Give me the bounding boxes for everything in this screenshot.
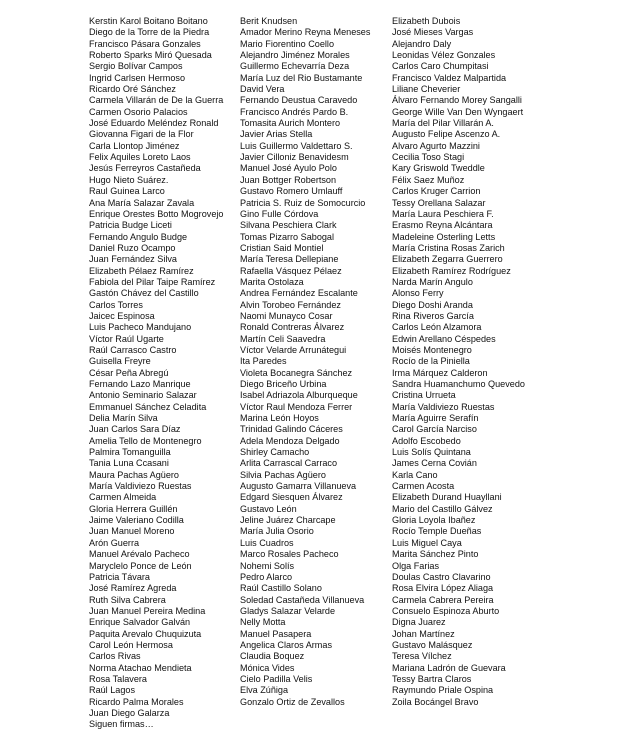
signatory-name: Daniel Ruzo Ocampo [89, 242, 176, 253]
signatory-name: Augusto Gamarra Villanueva [240, 481, 357, 492]
signatory-name: Marina León Hoyos [240, 413, 319, 424]
signatory-name: Luis Miguel Caya [392, 537, 462, 548]
signatory-name: Jaicec Espinosa [89, 310, 155, 321]
signatory-name: Amelia Tello de Montenegro [89, 435, 202, 446]
signatory-name: Javier Arias Stella [240, 129, 313, 140]
signatory-name: María Luz del Rio Bustamante [240, 72, 363, 83]
signatory-name: Silvana Peschiera Clark [240, 220, 337, 231]
signatory-name: María Cristina Rosas Zarich [392, 242, 505, 253]
signatory-name: María Valdiviezo Ruestas [392, 401, 495, 412]
signatory-name: Raúl Lagos [89, 685, 136, 696]
signatory-name: Diego Doshi Aranda [392, 299, 473, 310]
signature-column-1 [89, 16, 223, 731]
signatory-name: Elizabeth Ramírez Rodríguez [392, 265, 511, 276]
signatory-name: Gustavo Romero Umlauff [240, 186, 343, 197]
signatory-name: María Julia Osorio [240, 526, 314, 537]
signatory-name: Narda Marín Angulo [392, 276, 473, 287]
signatory-name: Carmen Almeida [89, 492, 157, 503]
signatory-name: Hugo Nieto Suárez. [89, 174, 169, 185]
signatory-name: Ricardo Palma Morales [89, 696, 184, 707]
signatory-name: Antonio Seminario Salazar [89, 390, 197, 401]
signatory-name: Maryclelo Ponce de León [89, 560, 192, 571]
signatory-name: Karla Cano [392, 469, 438, 480]
signature-column-3 [392, 16, 525, 708]
signatory-name: Luis Solís Quintana [392, 447, 471, 458]
signatory-name: Sergio Bolívar Campos [89, 61, 183, 72]
signatory-name: Marita Ostolaza [240, 276, 304, 287]
signatory-name: Alejandro Jiménez Morales [240, 50, 350, 61]
signatory-name: Arón Guerra [89, 537, 140, 548]
signatory-name: Giovanna Figari de la Flor [89, 129, 194, 140]
signatory-name: Siguen firmas… [89, 719, 154, 730]
signatory-name: Carmen Acosta [392, 481, 455, 492]
signatory-name: Zoila Bocángel Bravo [392, 696, 479, 707]
signatory-name: Enrique Salvador Galván [89, 617, 191, 628]
signatory-name: Manuel José Ayulo Polo [240, 163, 337, 174]
signatory-name: Alvaro Agurto Mazzini [392, 140, 480, 151]
signatory-name: Mónica Vides [240, 662, 295, 673]
signatory-name: Gloria Loyola Ibañez [392, 515, 476, 526]
signatory-name: Angelica Claros Armas [240, 639, 332, 650]
signatory-name: Liliane Cheverier [392, 84, 461, 95]
signatory-name: Víctor Raul Mendoza Ferrer [240, 401, 353, 412]
signatory-name: Félix Saez Muñoz [392, 174, 465, 185]
signatory-name: Cristian Said Montiel [240, 242, 324, 253]
signatory-name: Emmanuel Sánchez Celadita [89, 401, 207, 412]
signatory-name: Ricardo Oré Sánchez [89, 84, 176, 95]
signatory-name: Fernando Angulo Budge [89, 231, 188, 242]
signatory-name: Irma Márquez Calderon [392, 367, 488, 378]
signatory-name: Rafaella Vásquez Pélaez [240, 265, 342, 276]
signatory-name: Víctor Raúl Ugarte [89, 333, 164, 344]
signatory-name: Luis Pacheco Mandujano [89, 322, 192, 333]
signatory-name: Edgard Siesquen Álvarez [240, 492, 343, 503]
signatory-name: María Teresa Dellepiane [240, 254, 339, 265]
signatory-name: Consuelo Espinoza Aburto [392, 605, 500, 616]
signatory-name: Palmira Tomanguilla [89, 447, 171, 458]
signatory-name: Johan Martínez [392, 628, 455, 639]
signatory-name: Delia Marín Silva [89, 413, 158, 424]
signatory-name: Tessy Orellana Salazar [392, 197, 486, 208]
signatory-name: Martín Celi Saavedra [240, 333, 326, 344]
signatory-name: Tessy Bartra Claros [392, 673, 472, 684]
signatory-name: Teresa Vílchez [392, 651, 452, 662]
signatory-name: Mario Fiorentino Coello [240, 38, 335, 49]
signatory-name: Naomi Munayco Cosar [240, 310, 333, 321]
signatory-name: Rosa Elvira López Aliaga [392, 583, 494, 594]
signatory-name: Raul Guinea Larco [89, 186, 165, 197]
signatory-name: Ruth Silva Cabrera [89, 594, 166, 605]
signatory-name: George Wille Van Den Wyngaert [392, 106, 524, 117]
signatory-name: Madeleine Osterling Letts [392, 231, 496, 242]
signatory-name: Juan Carlos Sara Díaz [89, 424, 181, 435]
signatory-name: Álvaro Fernando Morey Sangalli [392, 95, 522, 106]
signatory-name: José Eduardo Meléndez Ronald [89, 118, 219, 129]
signatory-name: Juan Manuel Pereira Medina [89, 605, 206, 616]
signatory-name: Alvin Torobeo Fernández [240, 299, 341, 310]
signatory-name: María Valdiviezo Ruestas [89, 481, 192, 492]
signatory-name: Augusto Felipe Ascenzo A. [392, 129, 501, 140]
signatory-name: Nelly Motta [240, 617, 286, 628]
signatory-name: Manuel Arévalo Pacheco [89, 549, 190, 560]
signatory-name: Marco Rosales Pacheco [240, 549, 339, 560]
signatory-name: Mariana Ladrón de Guevara [392, 662, 506, 673]
signatory-name: Diego Briceño Urbina [240, 379, 327, 389]
signatory-name: Ita Paredes [240, 356, 287, 367]
signatory-name: Shirley Camacho [240, 447, 310, 458]
signatory-name: Paquita Arevalo Chuquizuta [89, 628, 202, 639]
signatory-name: Adolfo Escobedo [392, 435, 461, 446]
signatory-name: Gonzalo Ortiz de Zevallos [240, 696, 345, 707]
signatory-name: Gino Fulle Córdova [240, 208, 319, 219]
signatory-name: Francisco Andrés Pardo B. [240, 106, 349, 117]
signatory-name: Luis Cuadros [240, 537, 294, 548]
signatory-name: César Peña Abregú [89, 367, 169, 378]
signatory-name: David Vera [240, 84, 285, 95]
signatory-name: Juan Diego Galarza [89, 707, 170, 718]
signatory-name: Trinidad Galindo Cáceres [240, 424, 343, 435]
signatory-name: Manuel Pasapera [240, 628, 312, 639]
signatory-name: Mario del Castillo Gálvez [392, 503, 493, 514]
signatory-name: Juan Manuel Moreno [89, 526, 175, 537]
signatory-name: Elizabeth Zegarra Guerrero [392, 254, 503, 265]
signatory-name: Diego de la Torre de la Piedra [89, 27, 210, 38]
signatory-name: Gloria Herrera Guillén [89, 503, 178, 514]
signatory-name: Carmela Cabrera Pereira [392, 594, 494, 605]
signatory-name: María del Pilar Villarán A. [392, 118, 494, 129]
signatory-name: Norma Atachao Mendieta [89, 662, 192, 673]
signatory-name: Edwin Arellano Céspedes [392, 333, 496, 344]
signatory-name: Javier Cilloniz Benavidesm [240, 152, 349, 163]
signatory-name: Fabiola del Pilar Taipe Ramírez [89, 276, 216, 287]
signatory-name: Nohemi Solís [240, 560, 295, 571]
signatory-name: Cristina Urrueta [392, 390, 456, 401]
signatory-name: James Cerna Covián [392, 458, 477, 469]
signatory-name: Gladys Salazar Velarde [240, 605, 336, 616]
signatory-name: Jesús Ferreyros Castañeda [89, 163, 201, 174]
signatory-name: Pedro Alarco [240, 571, 293, 582]
signatory-name: Elizabeth Dubois [392, 16, 461, 26]
signatory-name: Felix Aquiles Loreto Laos [89, 152, 191, 163]
signatory-name: Rina Riveros García [392, 310, 474, 321]
signatory-name: Francisco Valdez Malpartida [392, 72, 507, 83]
signatory-name: Juan Fernández Silva [89, 254, 177, 265]
signatory-name: Silvia Pachas Agüero [240, 469, 326, 480]
signatory-name: Carmen Osorio Palacios [89, 106, 188, 117]
signatory-name: Alejandro Daly [392, 38, 452, 49]
signatory-name: Carla Llontop Jiménez [89, 140, 180, 151]
signatory-name: Carlos Caro Chumpitasi [392, 61, 489, 72]
signatory-name: Ingrid Carlsen Hermoso [89, 72, 186, 83]
signatory-name: María Laura Peschiera F. [392, 208, 494, 219]
signatory-name: Kerstin Karol Boitano Boitano [89, 16, 208, 26]
signatory-name: Roberto Sparks Miró Quesada [89, 50, 212, 61]
signatory-name: Raymundo Priale Ospina [392, 685, 494, 696]
signatory-name: Berit Knudsen [240, 16, 298, 26]
signatory-name: Raúl Carrasco Castro [89, 344, 177, 355]
signatory-name: Carmela Villarán de De la Guerra [89, 95, 224, 106]
signatory-name: Tania Luna Ccasani [89, 458, 169, 469]
signatory-name: Ana María Salazar Zavala [89, 197, 195, 208]
signatory-name: Alonso Ferry [392, 288, 444, 299]
signatory-name: Doulas Castro Clavarino [392, 571, 491, 582]
signatory-name: Guisella Freyre [89, 356, 151, 367]
signatory-name: Gustavo Malásquez [392, 639, 473, 650]
signatory-name: Francisco Pásara Gonzales [89, 38, 201, 49]
signatory-name: Adela Mendoza Delgado [240, 435, 340, 446]
signatory-name: Claudia Boquez [240, 651, 305, 662]
signatory-name: Carlos León Alzamora [392, 322, 482, 333]
signatory-name: Gastón Chávez del Castillo [89, 288, 199, 299]
signature-column-2 [240, 16, 370, 708]
signatory-name: Ronald Contreras Álvarez [240, 322, 345, 333]
signatory-name: Jaime Valeriano Codilla [89, 515, 184, 526]
signatory-name: José Mieses Vargas [392, 27, 474, 38]
signatory-name: Víctor Velarde Arrunátegui [240, 344, 347, 355]
signatory-name: Carlos Rivas [89, 651, 141, 662]
signatory-name: Amador Merino Reyna Meneses [240, 27, 371, 38]
signatory-name: Erasmo Reyna Alcántara [392, 220, 493, 231]
signatory-name: Patricia Távara [89, 571, 150, 582]
signatory-name: Guillermo Echevarría Deza [240, 61, 350, 72]
signatory-name: Tomas Pizarro Sabogal [240, 231, 335, 242]
signatory-name: Rosa Talavera [89, 673, 147, 684]
signatory-name: Soledad Castañeda Villanueva [240, 594, 365, 605]
signatory-name: María Aguirre Serafín [392, 413, 479, 424]
signatory-name: Leonidas Vélez Gonzales [392, 50, 496, 61]
signatory-name: Carlos Torres [89, 299, 143, 310]
signatory-name: Jeline Juárez Charcape [240, 515, 336, 526]
signatory-name: Marita Sánchez Pinto [392, 549, 479, 560]
signatory-name: Andrea Fernández Escalante [240, 288, 358, 299]
signatory-name: Carol León Hermosa [89, 639, 173, 650]
signatory-name: Cecilia Toso Stagi [392, 152, 465, 163]
signatory-name: Maura Pachas Agüero [89, 469, 179, 480]
signatory-name: Kary Griswold Tweddle [392, 163, 485, 174]
signatory-name: Fernando Deustua Caravedo [240, 95, 358, 106]
signatory-name: Elizabeth Durand Huayllani [392, 492, 502, 503]
signatory-name: Gustavo León [240, 503, 297, 514]
signatory-name: Rocío de la Piniella [392, 356, 470, 367]
signatory-name: José Ramírez Agreda [89, 583, 177, 594]
signatory-name: Patricia S. Ruiz de Somocurcio [240, 197, 366, 208]
signatory-name: Fernando Lazo Manrique [89, 379, 191, 389]
signatory-name: Patricia Budge Liceti [89, 220, 172, 231]
signatory-name: Cielo Padilla Velis [240, 673, 313, 684]
signatory-name: Rocío Temple Dueñas [392, 526, 482, 537]
signatory-name: Tomasita Aurich Montero [240, 118, 341, 129]
signatory-name: Moisés Montenegro [392, 344, 472, 355]
signatory-name: Raúl Castillo Solano [240, 583, 322, 594]
signatory-name: Arlita Carrascal Carraco [240, 458, 338, 469]
signatory-name: Juan Bottger Robertson [240, 174, 337, 185]
signatory-name: Isabel Adriazola Alburqueque [240, 390, 358, 401]
signatory-name: Carlos Kruger Carrion [392, 186, 481, 197]
signatory-name: Luis Guillermo Valdettaro S. [240, 140, 353, 151]
signatory-name: Carol García Narciso [392, 424, 477, 435]
signatory-name: Enrique Orestes Botto Mogrovejo [89, 208, 224, 219]
signatory-name: Olga Farias [392, 560, 440, 571]
signatory-name: Digna Juarez [392, 617, 446, 628]
signatory-name: Elva Zúñiga [240, 685, 289, 696]
signatory-name: Violeta Bocanegra Sánchez [240, 367, 353, 378]
signatory-name: Sandra Huamanchumo Quevedo [392, 379, 525, 389]
signatory-name: Elizabeth Pélaez Ramírez [89, 265, 194, 276]
